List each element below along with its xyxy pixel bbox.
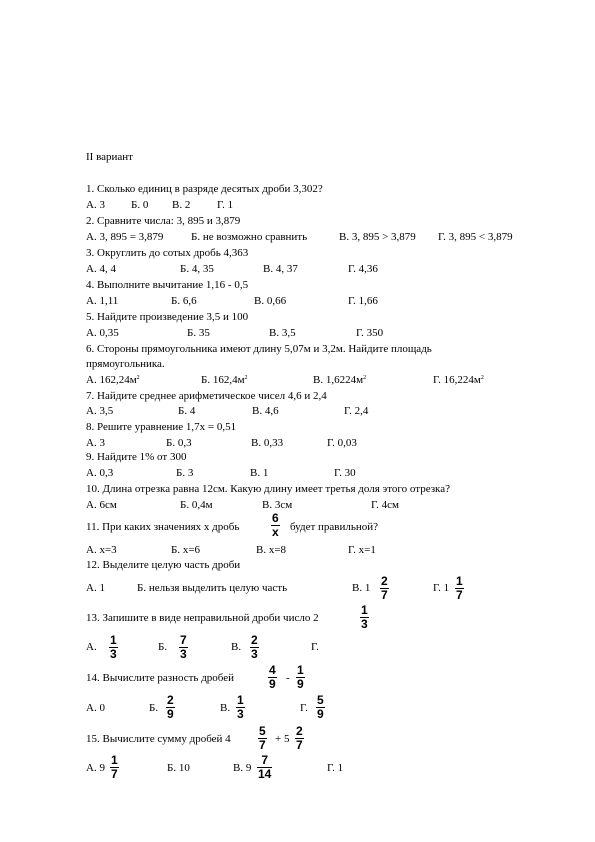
question-8: 8. Решите уравнение 1,7х = 0,51 xyxy=(86,421,237,433)
fraction-numerator: 6 xyxy=(272,511,279,525)
q13-option-d: Г. xyxy=(311,641,319,653)
minus-sign: - xyxy=(286,672,290,684)
q15-option-c-fraction xyxy=(257,754,272,780)
question-9: 9. Найдите 1% от 300 xyxy=(86,451,187,463)
q14-option-d: Г. xyxy=(300,702,308,714)
fraction-denominator: 7 xyxy=(381,588,388,603)
q13-mixed-fraction xyxy=(360,604,369,630)
fraction-denominator: 3 xyxy=(110,647,117,662)
q13-option-b-fraction xyxy=(179,634,188,660)
fraction-denominator: 14 xyxy=(258,767,272,782)
q8-option-d: Г. 0,03 xyxy=(327,437,357,449)
q14-option-c-fraction xyxy=(236,694,245,720)
q13-option-c-fraction xyxy=(250,634,259,660)
q15-option-c: В. 9 xyxy=(233,762,252,774)
fraction-denominator: 3 xyxy=(251,647,258,662)
q1-option-b: Б. 0 xyxy=(131,199,149,211)
q7-option-d: Г. 2,4 xyxy=(344,405,369,417)
q11-fraction xyxy=(271,512,280,538)
q7-option-c: В. 4,6 xyxy=(252,405,279,417)
q15-option-d: Г. 1 xyxy=(327,762,344,774)
q11-option-a: А. х=3 xyxy=(86,544,117,556)
q5-option-d: Г. 350 xyxy=(356,327,384,339)
q14-option-c: В. xyxy=(220,702,231,714)
question-11: 11. При каких значениях х дробь xyxy=(86,521,240,533)
q7-option-a: А. 3,5 xyxy=(86,405,114,417)
fraction-numerator: 5 xyxy=(317,693,324,707)
fraction-numerator: 1 xyxy=(110,633,117,647)
fraction-numerator: 2 xyxy=(381,574,388,588)
q12-option-b: Б. нельзя выделить целую часть xyxy=(137,582,288,594)
fraction-numerator: 1 xyxy=(237,693,244,707)
q13-option-a-fraction xyxy=(109,634,118,660)
question-15: 15. Вычислите сумму дробей 4 xyxy=(86,733,231,745)
q14-fraction-2 xyxy=(296,664,305,690)
fraction-denominator: 9 xyxy=(297,677,304,692)
q9-option-a: А. 0,3 xyxy=(86,467,114,479)
fraction-denominator: 7 xyxy=(111,767,118,782)
q14-option-a: А. 0 xyxy=(86,702,105,714)
fraction-numerator: 2 xyxy=(167,693,174,707)
fraction-numerator: 4 xyxy=(269,663,276,677)
fraction-denominator: 9 xyxy=(317,707,324,722)
q6-option-c: В. $1,6224м^2$ xyxy=(313,374,367,386)
fraction-denominator: 7 xyxy=(456,588,463,603)
q5-option-c: В. 3,5 xyxy=(269,327,296,339)
q13-option-c: В. xyxy=(231,641,242,653)
fraction-denominator: 3 xyxy=(361,617,368,632)
fraction-numerator: 2 xyxy=(251,633,258,647)
q5-option-a: А. 0,35 xyxy=(86,327,119,339)
fraction-denominator: 3 xyxy=(237,707,244,722)
q12-option-a: А. 1 xyxy=(86,582,105,594)
q14-option-d-fraction xyxy=(316,694,325,720)
q4-option-b: Б. 6,6 xyxy=(171,295,197,307)
variant-title: II вариант xyxy=(86,151,133,163)
q15-fraction-2 xyxy=(295,725,304,751)
q11-option-d: Г. х=1 xyxy=(348,544,376,556)
question-10: 10. Длина отрезка равна 12см. Какую длину имеет третья доля этого отрезка? xyxy=(86,483,450,495)
q12-option-c-fraction xyxy=(380,575,389,601)
q1-option-a: А. 3 xyxy=(86,199,105,211)
q15-fraction-1 xyxy=(258,725,267,751)
q9-option-d: Г. 30 xyxy=(334,467,356,479)
q6-option-a: А. $162,24м^2$ xyxy=(86,374,140,386)
q11-option-b: Б. х=6 xyxy=(171,544,201,556)
question-12: 12. Выделите целую часть дроби xyxy=(86,559,241,571)
question-7: 7. Найдите среднее арифметическое чисел 4,6 и 2,4 xyxy=(86,390,327,402)
q6-option-b: Б. $162,4м^2$ xyxy=(201,374,248,386)
question-1: 1. Сколько единиц в разряде десятых дроби 3,302? xyxy=(86,183,323,195)
fraction-numerator: 1 xyxy=(111,753,118,767)
q4-option-a: А. 1,11 xyxy=(86,295,119,307)
fraction-numerator: 5 xyxy=(259,724,266,738)
fraction-numerator: 1 xyxy=(297,663,304,677)
question-6-line-1: 6. Стороны прямоугольника имеют длину 5,07м и 3,2м. Найдите площадь xyxy=(86,343,432,355)
fraction-numerator: 7 xyxy=(180,633,187,647)
q11-option-c: В. х=8 xyxy=(256,544,287,556)
fraction-denominator: 7 xyxy=(296,738,303,753)
question-4: 4. Выполните вычитание 1,16 - 0,5 xyxy=(86,279,249,291)
q13-option-a: А. xyxy=(86,641,97,653)
q2-option-a: А. 3, 895 = 3,879 xyxy=(86,231,164,243)
q10-option-c: В. 3см xyxy=(262,499,293,511)
q8-option-a: А. 3 xyxy=(86,437,105,449)
question-14: 14. Вычислите разность дробей xyxy=(86,672,235,684)
q12-option-d-fraction xyxy=(455,575,464,601)
fraction-numerator: 7 xyxy=(261,753,269,767)
q3-option-b: Б. 4, 35 xyxy=(180,263,214,275)
fraction-numerator: 1 xyxy=(361,603,368,617)
fraction-numerator: 1 xyxy=(456,574,463,588)
q9-option-c: В. 1 xyxy=(250,467,269,479)
q1-option-c: В. 2 xyxy=(172,199,191,211)
fraction-denominator: x xyxy=(272,525,279,540)
question-3: 3. Округлить до сотых дробь 4,363 xyxy=(86,247,249,259)
q15-option-a: А. 9 xyxy=(86,762,105,774)
plus-sign: + 5 xyxy=(275,733,290,745)
q8-option-b: Б. 0,3 xyxy=(166,437,192,449)
q14-fraction-1 xyxy=(268,664,277,690)
q9-option-b: Б. 3 xyxy=(176,467,194,479)
q10-option-b: Б. 0,4м xyxy=(180,499,213,511)
q8-option-c: В. 0,33 xyxy=(251,437,284,449)
fraction-denominator: 3 xyxy=(180,647,187,662)
q5-option-b: Б. 35 xyxy=(187,327,210,339)
q3-option-a: А. 4, 4 xyxy=(86,263,116,275)
q10-option-a: А. 6см xyxy=(86,499,117,511)
question-11-end: будет правильной? xyxy=(290,521,379,533)
fraction-numerator: 2 xyxy=(296,724,303,738)
q15-option-b: Б. 10 xyxy=(167,762,190,774)
fraction-denominator: 9 xyxy=(269,677,276,692)
q6-option-d: Г. $16,224м^2$ xyxy=(433,374,484,386)
q15-option-a-fraction xyxy=(110,754,119,780)
q2-option-b: Б. не возможно сравнить xyxy=(191,231,308,243)
q1-option-d: Г. 1 xyxy=(217,199,234,211)
question-13: 13. Запишите в виде неправильной дроби число 2 xyxy=(86,612,319,624)
q12-option-d: Г. 1 xyxy=(433,582,450,594)
q4-option-d: Г. 1,66 xyxy=(348,295,378,307)
q12-option-c: В. 1 xyxy=(352,582,371,594)
q13-option-b: Б. xyxy=(158,641,168,653)
q10-option-d: Г. 4см xyxy=(371,499,399,511)
q2-option-c: В. 3, 895 > 3,879 xyxy=(339,231,416,243)
question-5: 5. Найдите произведение 3,5 и 100 xyxy=(86,311,249,323)
q2-option-d: Г. 3, 895 < 3,879 xyxy=(438,231,513,243)
fraction-denominator: 9 xyxy=(167,707,174,722)
q14-option-b-fraction xyxy=(166,694,175,720)
q3-option-d: Г. 4,36 xyxy=(348,263,378,275)
q3-option-c: В. 4, 37 xyxy=(263,263,298,275)
fraction-denominator: 7 xyxy=(259,738,266,753)
q7-option-b: Б. 4 xyxy=(178,405,196,417)
q14-option-b: Б. xyxy=(149,702,159,714)
question-2: 2. Сравните числа: 3, 895 и 3,879 xyxy=(86,215,241,227)
question-6-line-2: прямоугольника. xyxy=(86,358,165,370)
q4-option-c: В. 0,66 xyxy=(254,295,287,307)
